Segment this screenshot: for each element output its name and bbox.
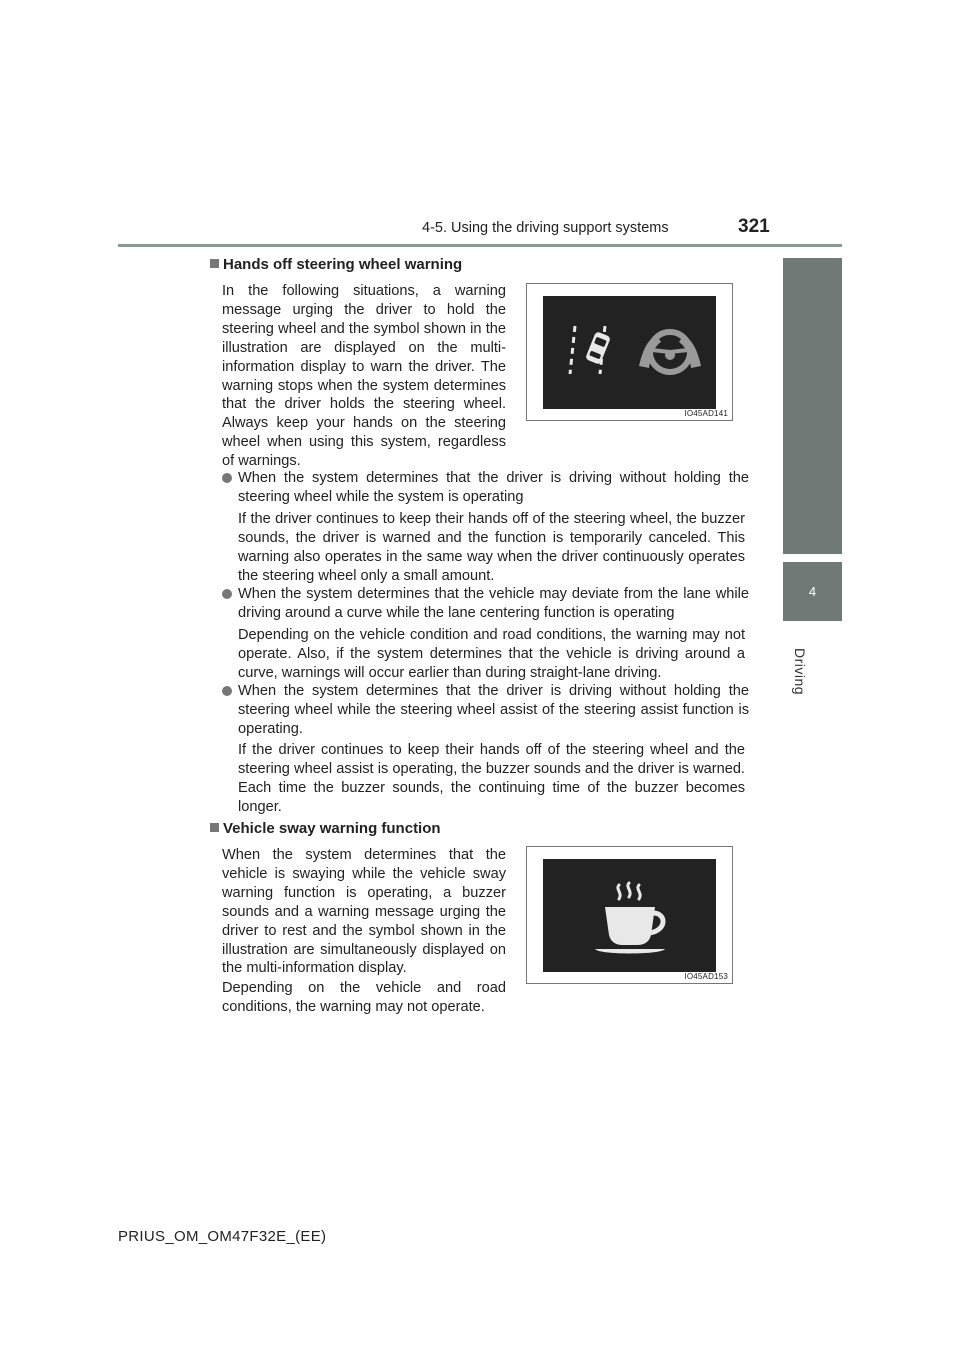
bullet-detail: If the driver continues to keep their hands off of the steering wheel, the buzzer sounds, the driver is warned and the function is temporarily canceled. This warning also operates in the same way when the driver continuously operates the steering wheel only a small amount.	[238, 511, 745, 584]
header-section-title: 4-5. Using the driving support systems	[422, 220, 669, 236]
header-rule	[118, 244, 842, 247]
bullet-item: When the system determines that the driver is driving without holding the steering wheel while the system is operating	[222, 469, 749, 507]
side-tab-bar	[783, 258, 842, 554]
section-heading-vehicle-sway: Vehicle sway warning function	[210, 820, 441, 837]
coffee-cup-icon	[543, 859, 716, 972]
bullet-dot-icon	[222, 473, 232, 483]
bullet-detail: Depending on the vehicle condition and road conditions, the warning may not operate. Also, if the system determines that the vehicle is driving around a curve, warnings will occur earlier than during straight-lane driving.	[238, 627, 745, 681]
vehicle-sway-note-text: Depending on the vehicle and road conditions, the warning may not operate.	[222, 980, 506, 1015]
figure-code: IO45AD153	[684, 972, 728, 981]
figure-hands-off-warning	[526, 283, 733, 421]
side-tab-chapter-number: 4	[783, 562, 842, 621]
multi-information-display	[543, 296, 716, 409]
square-bullet-icon	[210, 823, 219, 832]
document-code: PRIUS_OM_OM47F32E_(EE)	[118, 1228, 327, 1245]
figure-vehicle-sway-warning	[526, 846, 733, 984]
section-heading-hands-off: Hands off steering wheel warning	[210, 256, 462, 273]
vehicle-sway-intro-text: When the system determines that the vehicle is swaying while the vehicle sway warning function is operating, a buzzer sounds and a warning message urging the driver to rest and the symbol shown in the illustration are simultaneously displayed on the multi-information display.	[222, 847, 506, 977]
side-tab-chapter-label: Driving	[792, 648, 808, 696]
square-bullet-icon	[210, 259, 219, 268]
bullet-dot-icon	[222, 589, 232, 599]
hands-off-intro-text: In the following situations, a warning message urging the driver to hold the steering wheel and the symbol shown in the illustration are displayed on the multi-information display to warn the driver. The warning stops when the system determines that the driver holds the steering wheel. Always keep your hands on the steering wheel when using this system, regardless of warnings.	[222, 283, 506, 470]
bullet-dot-icon	[222, 686, 232, 696]
multi-information-display	[543, 859, 716, 972]
page-number: 321	[738, 216, 770, 237]
bullet-item: When the system determines that the vehicle may deviate from the lane while driving around a curve while the lane centering function is operating	[222, 585, 749, 623]
bullet-detail: If the driver continues to keep their hands off of the steering wheel and the steering wheel assist is operating, the buzzer sounds and the driver is warned. Each time the buzzer sounds, the continuing time of the buzzer becomes longer.	[238, 742, 745, 815]
bullet-item: When the system determines that the driver is driving without holding the steering wheel while the steering wheel assist of the steering assist function is operating.	[222, 682, 749, 739]
steering-wheel-hands-icon	[543, 296, 716, 409]
figure-code: IO45AD141	[684, 409, 728, 418]
